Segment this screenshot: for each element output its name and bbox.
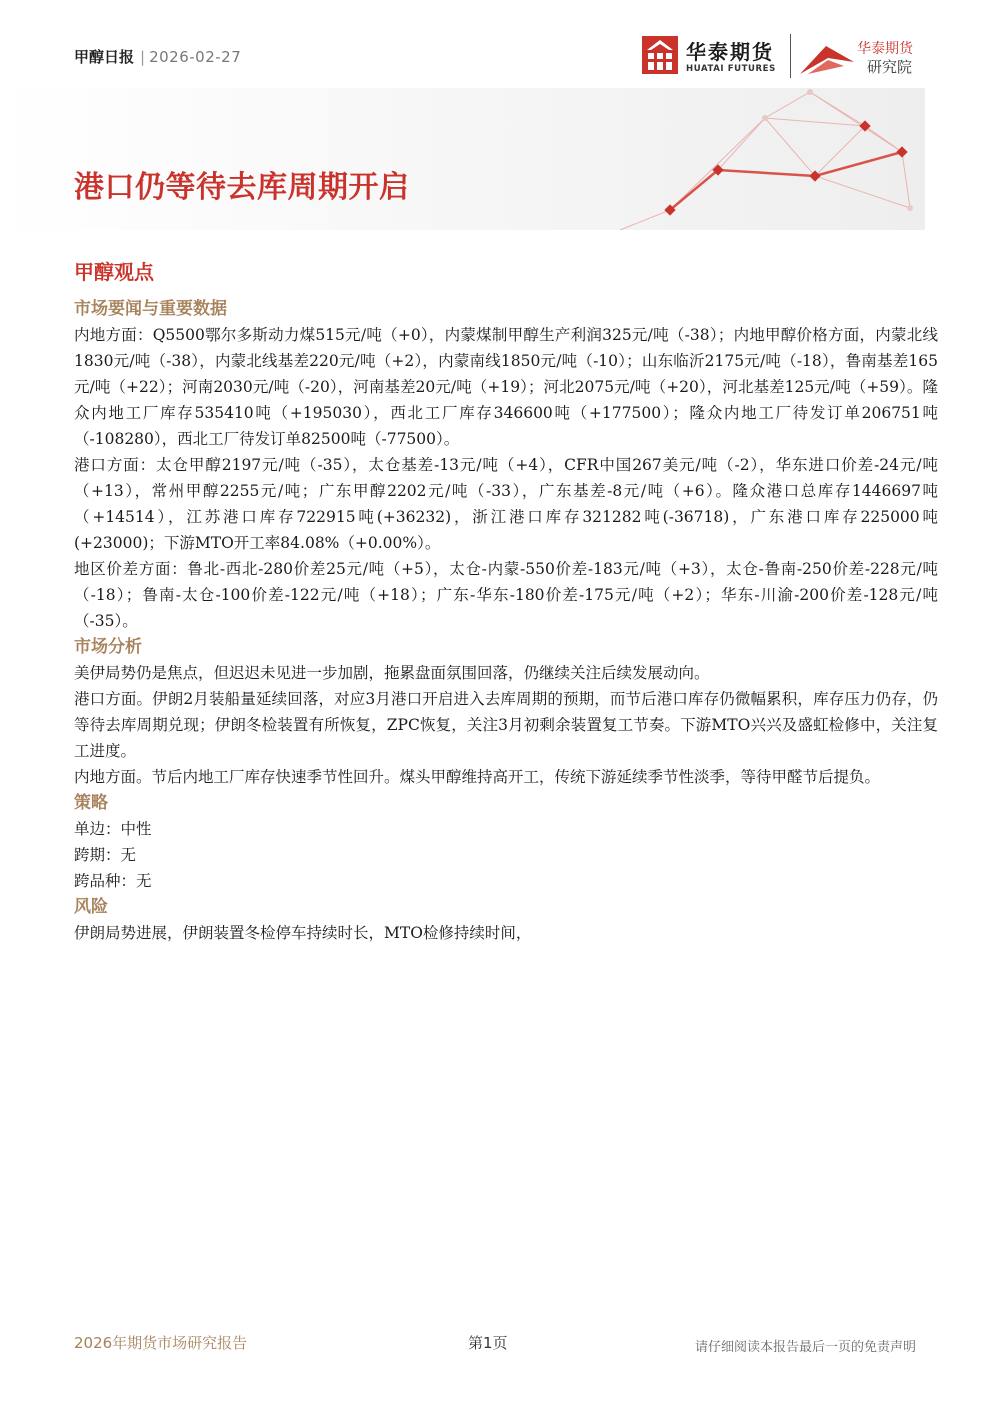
huatai-logo-icon xyxy=(642,36,678,74)
report-body xyxy=(74,256,938,946)
logo-divider xyxy=(790,34,791,78)
paragraph-inland: 内地方面：Q5500鄂尔多斯动力煤515元/吨（+0），内蒙煤制甲醇生产利润325元/吨（-38）；内地甲醇价格方面，内蒙北线1830元/吨（-38），内蒙北线基差220元/吨（+2），内蒙南线1850元/吨（-10）；山东临沂2175元/吨（-18），鲁南基差165元/吨（+22）；河南2030元/吨（-20），河南基差20元/吨（+19）；河北2075元/吨（+20），河北基差125元/吨（+59）。隆众内地工厂库存535410吨（+195030），西北工厂库存346600吨（+177500）；隆众内地工厂待发订单206751吨（-108280），西北工厂待发订单82500吨（-77500）。 xyxy=(74,326,938,448)
paragraph-geopolitics: 美伊局势仍是焦点，但迟迟未见进一步加剧，拖累盘面氛围回落，仍继续关注后续发展动向。 xyxy=(74,664,710,682)
institute-logo-icon xyxy=(798,38,856,78)
strategy-cross-product: 跨品种：无 xyxy=(74,872,152,890)
paragraph-port: 港口方面：太仓甲醇2197元/吨（-35），太仓基差-13元/吨（+4），CFR中国267美元/吨（-2），华东进口价差-24元/吨（+13），常州甲醇2255元/吨；广东甲醇2202元/吨（-33），广东基差-8元/吨（+6）。隆众港口总库存1446697吨（+14514），江苏港口库存722915吨(+36232)，浙江港口库存321282吨(-36718)，广东港口库存225000吨(+23000)；下游MTO开工率84.08%（+0.00%）。 xyxy=(74,456,938,552)
subsection-market-analysis xyxy=(74,634,938,790)
company-logo xyxy=(642,34,932,80)
paragraph-regional-spread: 地区价差方面：鲁北-西北-280价差25元/吨（+5），太仓-内蒙-550价差-183元/吨（+3），太仓-鲁南-250价差-228元/吨（-18）；鲁南-太仓-100价差-122元/吨（+18）；广东-华东-180价差-175元/吨（+2）；华东-川渝-200价差-128元/吨（-35）。 xyxy=(74,560,938,630)
logo-company-cn: 华泰期货 xyxy=(686,40,774,64)
subsection-market-news xyxy=(74,296,938,634)
subsection-risk xyxy=(74,894,938,946)
footer-report-name: 2026年期货市场研究报告 xyxy=(74,1334,248,1352)
strategy-single-side: 单边：中性 xyxy=(74,820,152,838)
doc-type: 甲醇日报 xyxy=(74,48,135,66)
subsection-heading: 市场分析 xyxy=(74,637,142,657)
subsection-heading: 策略 xyxy=(74,793,108,813)
page-number: 第1页 xyxy=(468,1334,508,1352)
page-footer xyxy=(74,1332,916,1356)
strategy-calendar-spread: 跨期：无 xyxy=(74,846,137,864)
header-separator: | xyxy=(140,48,146,66)
footer-disclaimer: 请仔细阅读本报告最后一页的免责声明 xyxy=(694,1340,916,1355)
subsection-heading: 风险 xyxy=(74,897,108,917)
report-title: 港口仍等待去库周期开启 xyxy=(74,170,410,205)
institute-name-line1: 华泰期货 xyxy=(857,41,913,57)
paragraph-inland-analysis: 内地方面。节后内地工厂库存快速季节性回升。煤头甲醇维持高开工，传统下游延续季节性淡季，等待甲醛节后提负。 xyxy=(74,768,881,786)
institute-name-line2: 研究院 xyxy=(867,58,913,76)
report-date: 2026-02-27 xyxy=(149,48,242,66)
report-header xyxy=(74,46,241,67)
network-graphic xyxy=(560,88,925,230)
paragraph-port-analysis: 港口方面。伊朗2月装船量延续回落，对应3月港口开启进入去库周期的预期，而节后港口库存仍微幅累积，库存压力仍存，仍等待去库周期兑现；伊朗冬检装置有所恢复，ZPC恢复，关注3月初剩余装置复工节奏。下游MTO兴兴及盛虹检修中，关注复工进度。 xyxy=(74,690,938,760)
logo-company-en: HUATAI FUTURES xyxy=(686,64,776,74)
paragraph-risk: 伊朗局势进展，伊朗装置冬检停车持续时长，MTO检修持续时间， xyxy=(74,924,532,942)
subsection-heading: 市场要闻与重要数据 xyxy=(74,299,227,319)
subsection-strategy xyxy=(74,790,938,894)
section-title-methanol-view: 甲醇观点 xyxy=(74,260,154,284)
